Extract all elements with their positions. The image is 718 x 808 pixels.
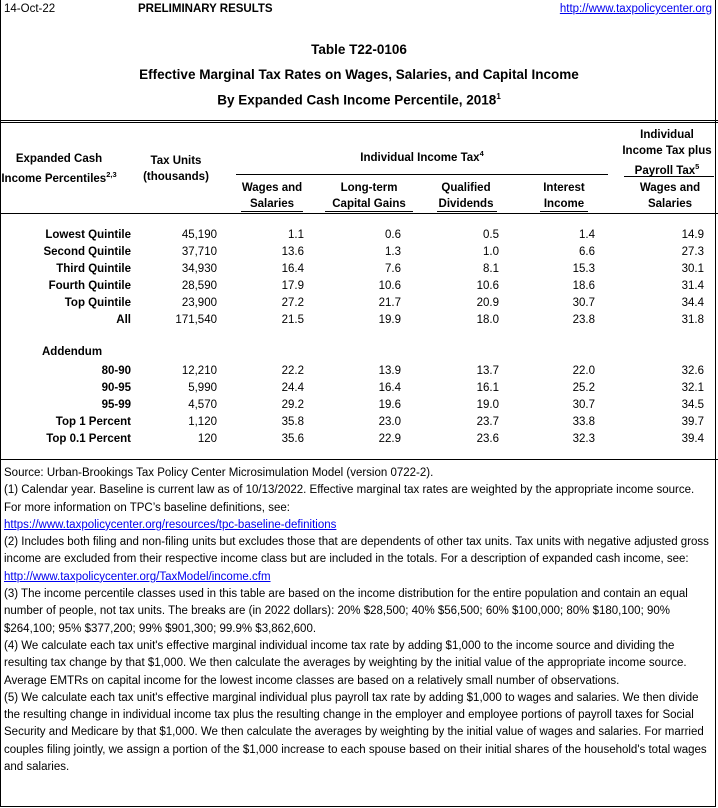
cell-payroll: 31.8 — [681, 314, 704, 326]
cell-wages: 16.4 — [281, 263, 304, 275]
row-label: All — [116, 314, 131, 326]
row-padding — [704, 414, 718, 431]
col-header-ltcg: Long-term Capital Gains — [332, 182, 406, 210]
baseline-definitions-link[interactable]: https://www.taxpolicycenter.org/resources/tpc-baseline-definitions — [4, 518, 337, 531]
header-rule — [0, 213, 718, 214]
cell-wages: 13.6 — [281, 246, 304, 258]
cell-ltcg: 13.9 — [378, 365, 401, 377]
table-row — [0, 312, 718, 329]
cell-interest: 1.4 — [579, 229, 595, 241]
cell-ltcg: 10.6 — [378, 280, 401, 292]
row-label: Top 0.1 Percent — [46, 433, 131, 445]
cell-qual: 16.1 — [476, 382, 499, 394]
payroll-underline — [624, 176, 714, 177]
table-bottom-rule — [0, 459, 718, 460]
cell-units: 120 — [197, 433, 217, 445]
cell-payroll: 32.1 — [681, 382, 704, 394]
col-header-qualified-dividends: Qualified Dividends — [438, 182, 494, 210]
col-header-interest: Interest Income — [543, 182, 585, 210]
cell-payroll: 39.7 — [681, 416, 704, 428]
row-padding — [704, 312, 718, 329]
cell-interest: 6.6 — [579, 246, 595, 258]
cell-wages: 17.9 — [281, 280, 304, 292]
cell-payroll: 34.4 — [681, 297, 704, 309]
table-title: Effective Marginal Tax Rates on Wages, Salaries, and Capital Income — [139, 67, 579, 82]
cell-qual: 8.1 — [483, 263, 499, 275]
report-date: 14-Oct-22 — [4, 3, 56, 15]
table-row — [0, 431, 718, 448]
top-bar — [0, 0, 718, 20]
row-padding — [704, 295, 718, 312]
row-padding — [704, 261, 718, 278]
cell-units: 171,540 — [175, 314, 217, 326]
row-padding — [704, 227, 718, 244]
quintile-table — [0, 227, 718, 329]
cell-qual: 0.5 — [483, 229, 499, 241]
cell-wages: 1.1 — [288, 229, 304, 241]
cell-units: 23,900 — [181, 297, 217, 309]
row-label: Lowest Quintile — [45, 229, 131, 241]
qual-underline — [437, 211, 497, 212]
table-row — [0, 261, 718, 278]
row-label: Fourth Quintile — [48, 280, 131, 292]
cell-units: 1,120 — [188, 416, 217, 428]
row-label: 95-99 — [101, 399, 131, 411]
cell-ltcg: 16.4 — [378, 382, 401, 394]
row-label: Top Quintile — [64, 297, 131, 309]
row-padding — [704, 244, 718, 261]
cell-ltcg: 22.9 — [378, 433, 401, 445]
row-padding — [704, 278, 718, 295]
cell-wages: 35.6 — [281, 433, 304, 445]
cell-qual: 19.0 — [476, 399, 499, 411]
cell-payroll: 34.5 — [681, 399, 704, 411]
cell-wages: 24.4 — [281, 382, 304, 394]
col-header-payroll-wages: Wages and Salaries — [639, 182, 701, 210]
cell-interest: 18.6 — [572, 280, 595, 292]
cell-ltcg: 1.3 — [385, 246, 401, 258]
footnote-2: (2) Includes both filing and non-filing units but excludes those that are dependents of other tax units. Tax units with negative adjusted gross income are excluded from their respective income class but are included in the totals. For a description of expanded cash income, see: — [4, 536, 709, 566]
cell-qual: 1.0 — [483, 246, 499, 258]
row-label: Second Quintile — [43, 246, 131, 258]
cell-wages: 27.2 — [281, 297, 304, 309]
cell-payroll: 27.3 — [681, 246, 704, 258]
footnote-3: (3) The income percentile classes used in this table are based on the income distribution for the entire population and contain an equal number of people, not tax units. The breaks are (in 2022 dollars): 20% $28,500; 40% $56,500; 60% $100,000; 80% $180,100; 90% $264,100; 95% $377,200; 99% $901,300; 99.9% $3,862,600. — [4, 588, 688, 635]
cell-payroll: 31.4 — [681, 280, 704, 292]
table-row — [0, 414, 718, 431]
row-label: Top 1 Percent — [55, 416, 131, 428]
cell-interest: 23.8 — [572, 314, 595, 326]
cell-wages: 22.2 — [281, 365, 304, 377]
ltcg-underline — [325, 211, 413, 212]
cell-interest: 25.2 — [572, 382, 595, 394]
cell-qual: 18.0 — [476, 314, 499, 326]
table-row — [0, 244, 718, 261]
cell-wages: 35.8 — [281, 416, 304, 428]
cell-units: 34,930 — [181, 263, 217, 275]
col-header-percentiles: Expanded Cash Income Percentiles$^{2,3}$ — [1, 153, 117, 185]
cell-interest: 30.7 — [572, 297, 595, 309]
cell-interest: 15.3 — [572, 263, 595, 275]
status-label: PRELIMINARY RESULTS — [138, 3, 273, 15]
cell-payroll: 39.4 — [681, 433, 704, 445]
cell-qual: 13.7 — [476, 365, 499, 377]
cell-qual: 23.6 — [476, 433, 499, 445]
col-header-wages: Wages and Salaries — [241, 182, 303, 210]
table-row — [0, 363, 718, 380]
footnote-5: (5) We calculate each tax unit's effective marginal individual plus payroll tax rate by adding $1,000 to wages and salaries. We then divide the resulting change in individual income tax plus the resulting change in the employer and employee portions of payroll taxes for Social Security and Medicare by that $1,000. We then calculate the averages by weighting by the initial value of wages and salaries. For married couples filing jointly, we assign a portion of the $1,000 increase to each spouse based on their initial shares of the household's total wages and salaries. — [4, 691, 707, 774]
cell-wages: 21.5 — [281, 314, 304, 326]
cell-interest: 33.8 — [572, 416, 595, 428]
table-row — [0, 397, 718, 414]
cell-ltcg: 19.9 — [378, 314, 401, 326]
cell-units: 5,990 — [188, 382, 217, 394]
table-subtitle: By Expanded Cash Income Percentile, 2018$^1$ — [217, 92, 501, 108]
cell-units: 12,210 — [181, 365, 217, 377]
cell-qual: 23.7 — [476, 416, 499, 428]
footnotes — [4, 465, 714, 776]
addendum-label: Addendum — [42, 346, 103, 358]
row-padding — [704, 397, 718, 414]
income-definition-link[interactable]: http://www.taxpolicycenter.org/TaxModel/income.cfm — [4, 570, 271, 583]
cell-interest: 22.0 — [572, 365, 595, 377]
cell-units: 28,590 — [181, 280, 217, 292]
cell-units: 45,190 — [181, 229, 217, 241]
cell-payroll: 32.6 — [681, 365, 704, 377]
group-underline — [236, 174, 608, 175]
row-padding — [704, 380, 718, 397]
addendum-table — [0, 363, 718, 448]
row-label: 80-90 — [101, 365, 131, 377]
cell-qual: 20.9 — [476, 297, 499, 309]
title-rule — [0, 120, 718, 123]
cell-wages: 29.2 — [281, 399, 304, 411]
cell-ltcg: 23.0 — [378, 416, 401, 428]
footnote-4: (4) We calculate each tax unit's effective marginal individual income tax rate by adding $1,000 to the income source and dividing the resulting tax change by that $1,000. We then calculate the averages by weighting by the initial value of the appropriate income source. Average EMTRs on capital income for the lowest income classes are based on a relatively small number of observations. — [4, 639, 687, 687]
cell-qual: 10.6 — [476, 280, 499, 292]
cell-interest: 30.7 — [572, 399, 595, 411]
cell-payroll: 30.1 — [681, 263, 704, 275]
source-note: Source: Urban-Brookings Tax Policy Center Microsimulation Model (version 0722-2). — [4, 467, 434, 479]
website-link[interactable]: http://www.taxpolicycenter.org — [559, 3, 712, 15]
cell-units: 4,570 — [188, 399, 217, 411]
cell-interest: 32.3 — [572, 433, 595, 445]
row-padding — [704, 363, 718, 380]
cell-ltcg: 7.6 — [385, 263, 401, 275]
row-label: 90-95 — [101, 382, 131, 394]
table-row — [0, 278, 718, 295]
col-header-individual-income-tax: Individual Income Tax$^4$ — [360, 149, 484, 164]
cell-units: 37,710 — [181, 246, 217, 258]
interest-underline — [540, 211, 588, 212]
row-padding — [704, 431, 718, 448]
table-row — [0, 295, 718, 312]
table-row — [0, 380, 718, 397]
cell-ltcg: 21.7 — [378, 297, 401, 309]
row-label: Third Quintile — [56, 263, 131, 275]
table-row — [0, 227, 718, 244]
cell-payroll: 14.9 — [681, 229, 704, 241]
wages-underline — [241, 211, 303, 212]
col-header-payroll-group: Individual Income Tax plus Payroll Tax$^5$ — [622, 129, 712, 177]
footnote-1: (1) Calendar year. Baseline is current law as of 10/13/2022. Effective marginal tax rates are weighted by the appropriate income source. For more information on TPC’s baseline definitions, see: — [4, 484, 695, 514]
cell-ltcg: 0.6 — [385, 229, 401, 241]
cell-ltcg: 19.6 — [378, 399, 401, 411]
col-header-tax-units: Tax Units (thousands) — [143, 155, 209, 183]
table-number: Table T22-0106 — [311, 42, 407, 57]
